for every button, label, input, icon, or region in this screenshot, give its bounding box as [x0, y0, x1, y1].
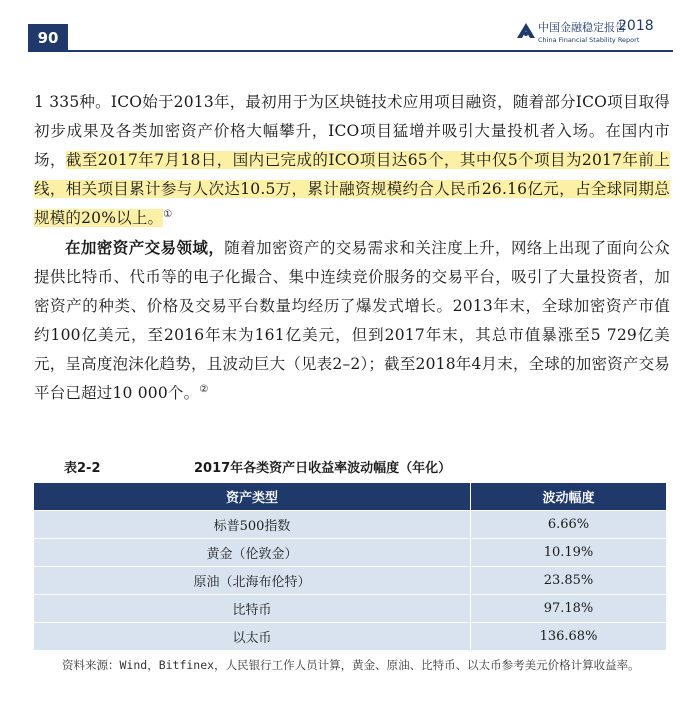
paragraph-trading-lead: 在加密资产交易领域， [65, 238, 225, 257]
table-row [34, 623, 666, 651]
paragraph-ico [34, 88, 670, 233]
table-row [34, 595, 666, 623]
header-volatility: 波动幅度 [471, 483, 667, 511]
report-year: 2018 [618, 18, 654, 34]
asset-volatility: 10.19% [471, 539, 667, 567]
table-row [34, 567, 666, 595]
highlighted-text: 截至2017年7月18日，国内已完成的ICO项目达65个，其中仅5个项目为2017年前上线，相关项目累计参与人次达10.5万，累计融资规模约合人民币26.16亿元，占全球同期总规模的20%以上。 [34, 151, 670, 227]
asset-name: 黄金（伦敦金） [34, 539, 471, 567]
table-title: 2017年各类资产日收益率波动幅度（年化） [194, 461, 452, 476]
paragraph-trading-text: 随着加密资产的交易需求和关注度上升，网络上出现了面向公众提供比特币、代币等的电子化撮合、集中连续竞价服务的交易平台，吸引了大量投资者，加密资产的种类、价格及交易平台数量均经历了爆发式增长。2013年末，全球加密资产市值约100亿美元，至2016年末为161亿美元，但到2017年末，其总市值暴涨至5 729亿美元，呈高度泡沫化趋势，且波动巨大（见表2–2）；截至2018年4月末，全球的加密资产交易平台已超过10 000个。 [34, 239, 670, 402]
table-header-row [34, 483, 666, 511]
page-header [0, 0, 700, 58]
table-row [34, 511, 666, 539]
body-text [34, 88, 670, 408]
volatility-table [34, 483, 666, 650]
asset-volatility: 6.66% [471, 511, 667, 539]
table-caption [34, 457, 670, 477]
report-subtitle: China Financial Stability Report [538, 36, 640, 44]
asset-name: 以太币 [34, 623, 471, 651]
asset-name: 原油（北海布伦特） [34, 567, 471, 595]
report-title: 中国金融稳定报告 [538, 21, 626, 34]
asset-name: 标普500指数 [34, 511, 471, 539]
header-asset-type: 资产类型 [34, 483, 471, 511]
asset-name: 比特币 [34, 595, 471, 623]
page-number: 90 [28, 24, 68, 52]
table-row [34, 539, 666, 567]
pboc-logo-icon [516, 22, 536, 40]
footnote-marker-1[interactable]: ① [163, 209, 173, 220]
header-rule [68, 50, 673, 52]
asset-volatility: 136.68% [471, 623, 667, 651]
table-number: 表2-2 [64, 461, 101, 476]
source-note: 资料来源：Wind，Bitfinex，人民银行工作人员计算，黄金、原油、比特币、以太币参考美元价格计算收益率。 [62, 658, 640, 672]
footnote-marker-2[interactable]: ② [199, 384, 209, 395]
paragraph-trading [34, 233, 670, 408]
asset-volatility: 97.18% [471, 595, 667, 623]
asset-volatility: 23.85% [471, 567, 667, 595]
paragraph-ico-text: 1 335种。ICO始于2013年，最初用于为区块链技术应用项目融资，随着部分ICO项目取得初步成果及各类加密资产价格大幅攀升，ICO项目猛增并吸引大量投机者入场。在国内市场， [34, 93, 670, 169]
